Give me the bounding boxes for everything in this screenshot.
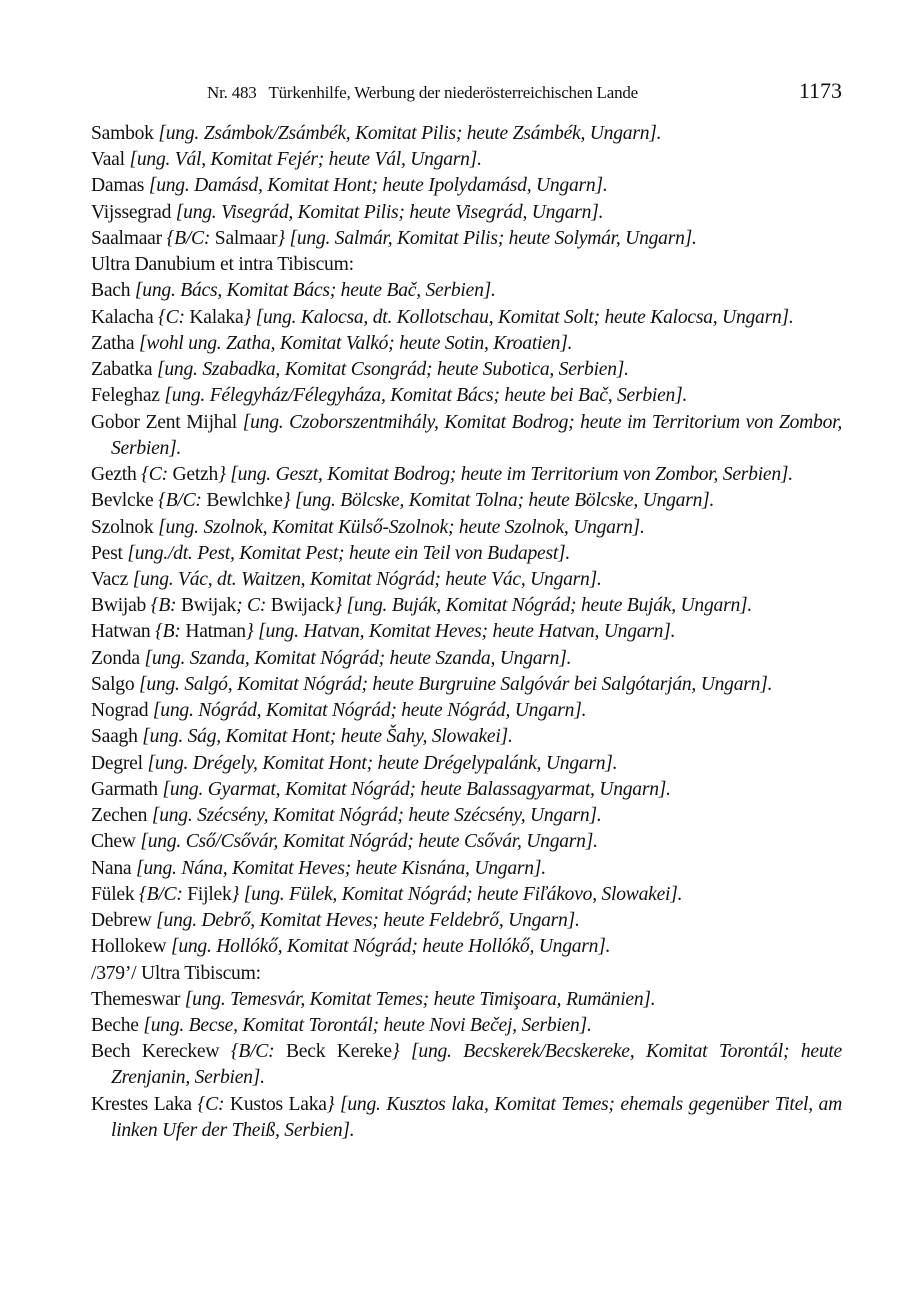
entry-annotation: {B/C:	[139, 883, 188, 905]
place-entry	[91, 987, 842, 1013]
entry-name: Damas	[91, 175, 149, 197]
place-entry	[91, 961, 842, 987]
entry-name: Nograd	[91, 700, 153, 722]
entry-name: Hatman	[185, 621, 246, 643]
place-entry	[91, 593, 842, 619]
entry-annotation: } [ung. Salmár, Komitat Pilis; heute Solymár, Ungarn].	[277, 227, 697, 249]
place-entry	[91, 829, 842, 855]
entry-name: Zonda	[91, 647, 145, 669]
entry-annotation: [ung. Gyarmat, Komitat Nógrád; heute Balassagyarmat, Ungarn].	[162, 778, 671, 800]
entry-name: Salgo	[91, 673, 140, 695]
entry-name: Themeswar	[91, 988, 185, 1010]
entry-name: /379’/ Ultra Tibiscum:	[91, 962, 261, 984]
place-entry	[91, 724, 842, 750]
place-entry	[91, 567, 842, 593]
entry-annotation: } [ung. Hatvan, Komitat Heves; heute Hatvan, Ungarn].	[245, 621, 676, 643]
page-header	[91, 78, 842, 106]
entry-name: Sambok	[91, 123, 159, 144]
entry-name: Saagh	[91, 726, 143, 748]
entry-name: Getzh	[172, 464, 219, 486]
entry-name: Bwijak	[180, 595, 237, 617]
entry-annotation: } [ung. Kusztos laka, Komitat Temes; ehemals gegenüber Titel, am linken Ufer der Theiß, Serbien].	[111, 1093, 843, 1141]
entry-annotation: {C:	[141, 464, 173, 486]
entry-name: Bwijab	[91, 595, 151, 617]
entry-name: Saalmaar	[91, 227, 167, 249]
entry-annotation: } [ung. Geszt, Komitat Bodrog; heute im Territorium von Zombor, Serbien].	[218, 464, 793, 486]
place-entry	[91, 1039, 842, 1091]
entry-name: Kustos Laka	[229, 1093, 327, 1115]
entry-annotation: {B:	[150, 595, 181, 617]
entry-annotation: [ung. Salgó, Komitat Nógrád; heute Burgruine Salgóvár bei Salgótarján, Ungarn].	[139, 673, 773, 695]
place-entry	[91, 200, 842, 226]
place-entry	[91, 357, 842, 383]
entry-name: Vacz	[91, 568, 133, 590]
place-entry	[91, 252, 842, 278]
entry-name: Kalacha	[91, 306, 159, 328]
entry-name: Bevlcke	[91, 490, 159, 512]
entry-annotation: [ung. Nána, Komitat Heves; heute Kisnána, Ungarn].	[136, 857, 546, 879]
entry-annotation: ; C:	[236, 595, 271, 617]
entry-name: Garmath	[91, 778, 163, 800]
running-title: Nr. 483 Türkenhilfe, Werbung der niederösterreichischen Lande	[207, 83, 639, 102]
entry-name: Krestes Laka	[91, 1093, 198, 1115]
place-entry	[91, 488, 842, 514]
place-entry	[91, 462, 842, 488]
place-entry	[91, 278, 842, 304]
place-entry	[91, 226, 842, 252]
entry-name: Fijlek	[187, 883, 232, 905]
entry-name: Beck Kereke	[285, 1041, 392, 1063]
entry-annotation: [ung. Vál, Komitat Fejér; heute Vál, Ungarn].	[129, 149, 482, 171]
entry-annotation: [ung. Vác, dt. Waitzen, Komitat Nógrád; heute Vác, Ungarn].	[132, 568, 602, 590]
entry-annotation: [ung. Becse, Komitat Torontál; heute Novi Bečej, Serbien].	[143, 1014, 592, 1036]
place-entry	[91, 410, 842, 462]
entry-annotation: [ung. Félegyház/Félegyháza, Komitat Bács; heute bei Bač, Serbien].	[164, 385, 688, 407]
place-entry	[91, 173, 842, 199]
entry-annotation: [ung. Ság, Komitat Hont; heute Šahy, Slowakei].	[142, 726, 513, 748]
entry-annotation: [ung. Zsámbok/Zsámbék, Komitat Pilis; heute Zsámbék, Ungarn].	[158, 123, 662, 144]
entry-annotation: [ung. Drégely, Komitat Hont; heute Drégelypalánk, Ungarn].	[147, 752, 618, 774]
entry-name: Zatha	[91, 332, 140, 354]
place-entry	[91, 934, 842, 960]
entry-name: Ultra Danubium et intra Tibiscum:	[91, 254, 354, 276]
entry-name: Zabatka	[91, 359, 157, 381]
place-entry	[91, 803, 842, 829]
place-entry	[91, 908, 842, 934]
place-entry	[91, 698, 842, 724]
entry-name: Bwijack	[270, 595, 335, 617]
place-entry	[91, 1013, 842, 1039]
entry-name: Chew	[91, 831, 141, 853]
entry-annotation: [ung. Cső/Csővár, Komitat Nógrád; heute Csővár, Ungarn].	[140, 831, 598, 853]
entry-name: Nana	[91, 857, 136, 879]
entry-annotation: [ung. Bács, Komitat Bács; heute Bač, Serbien].	[134, 280, 496, 302]
place-entry	[91, 751, 842, 777]
entry-name: Degrel	[91, 752, 148, 774]
place-name-list	[91, 121, 842, 1144]
entry-name: Kalaka	[189, 306, 244, 328]
entry-name: Vaal	[91, 149, 130, 171]
place-entry	[91, 541, 842, 567]
entry-name: Bewlchke	[206, 490, 283, 512]
entry-annotation: } [ung. Becskerek/Becskereke, Komitat Torontál; heute Zrenjanin, Serbien].	[111, 1041, 843, 1089]
entry-name: Bach	[91, 280, 135, 302]
entry-annotation: [ung. Nógrád, Komitat Nógrád; heute Nógrád, Ungarn].	[152, 700, 587, 722]
entry-annotation: } [ung. Kalocsa, dt. Kollotschau, Komitat Solt; heute Kalocsa, Ungarn].	[243, 306, 794, 328]
entry-name: Vijssegrad	[91, 201, 176, 223]
entry-annotation: [ung. Temesvár, Komitat Temes; heute Timişoara, Rumänien].	[184, 988, 656, 1010]
place-entry	[91, 646, 842, 672]
place-entry	[91, 147, 842, 173]
entry-annotation: [ung. Hollókő, Komitat Nógrád; heute Hollókő, Ungarn].	[170, 936, 611, 958]
entry-annotation: } [ung. Fülek, Komitat Nógrád; heute Fiľákovo, Slowakei].	[231, 883, 683, 905]
entry-annotation: } [ung. Bölcske, Komitat Tolna; heute Bölcske, Ungarn].	[282, 490, 715, 512]
entry-annotation: [ung. Szécsény, Komitat Nógrád; heute Szécsény, Ungarn].	[151, 805, 602, 827]
entry-annotation: [ung. Visegrád, Komitat Pilis; heute Visegrád, Ungarn].	[175, 201, 604, 223]
place-entry	[91, 515, 842, 541]
entry-annotation: {B/C:	[158, 490, 207, 512]
place-entry	[91, 777, 842, 803]
entry-annotation: {B/C:	[230, 1041, 286, 1063]
entry-annotation: {C:	[197, 1093, 230, 1115]
entry-annotation: {B:	[155, 621, 186, 643]
entry-name: Hatwan	[91, 621, 156, 643]
place-entry	[91, 672, 842, 698]
entry-annotation: [ung. Czoborszentmihály, Komitat Bodrog; heute im Territorium von Zombor, Serbien].	[111, 411, 842, 459]
entry-annotation: [ung. Szolnok, Komitat Külső-Szolnok; heute Szolnok, Ungarn].	[158, 516, 645, 538]
entry-name: Zechen	[91, 805, 152, 827]
entry-name: Feleghaz	[91, 385, 165, 407]
entry-name: Debrew	[91, 910, 157, 932]
entry-annotation: [wohl ung. Zatha, Komitat Valkó; heute Sotin, Kroatien].	[139, 332, 573, 354]
entry-name: Gobor Zent Mijhal	[91, 411, 243, 433]
entry-name: Szolnok	[91, 516, 159, 538]
entry-annotation: {B/C:	[166, 227, 215, 249]
place-entry	[91, 619, 842, 645]
entry-name: Salmaar	[214, 227, 278, 249]
entry-annotation: [ung. Szanda, Komitat Nógrád; heute Szanda, Ungarn].	[144, 647, 572, 669]
place-entry	[91, 882, 842, 908]
entry-name: Hollokew	[91, 936, 171, 958]
place-entry	[91, 305, 842, 331]
entry-annotation: {C:	[158, 306, 190, 328]
entry-annotation: } [ung. Buják, Komitat Nógrád; heute Buják, Ungarn].	[334, 595, 753, 617]
entry-annotation: [ung. Damásd, Komitat Hont; heute Ipolydamásd, Ungarn].	[148, 175, 608, 197]
entry-name: Bech Kereckew	[91, 1041, 231, 1063]
entry-annotation: [ung. Szabadka, Komitat Csongrád; heute Subotica, Serbien].	[157, 359, 629, 381]
entry-name: Fülek	[91, 883, 140, 905]
place-entry	[91, 331, 842, 357]
page-number: 1173	[798, 78, 842, 103]
place-entry	[91, 383, 842, 409]
entry-annotation: [ung. Debrő, Komitat Heves; heute Feldebrő, Ungarn].	[156, 910, 580, 932]
place-entry	[91, 856, 842, 882]
entry-name: Gezth	[91, 464, 142, 486]
entry-name: Beche	[91, 1014, 144, 1036]
place-entry	[91, 1092, 842, 1144]
place-entry	[91, 121, 842, 147]
entry-name: Pest	[91, 542, 128, 564]
entry-annotation: [ung./dt. Pest, Komitat Pest; heute ein Teil von Budapest].	[127, 542, 571, 564]
